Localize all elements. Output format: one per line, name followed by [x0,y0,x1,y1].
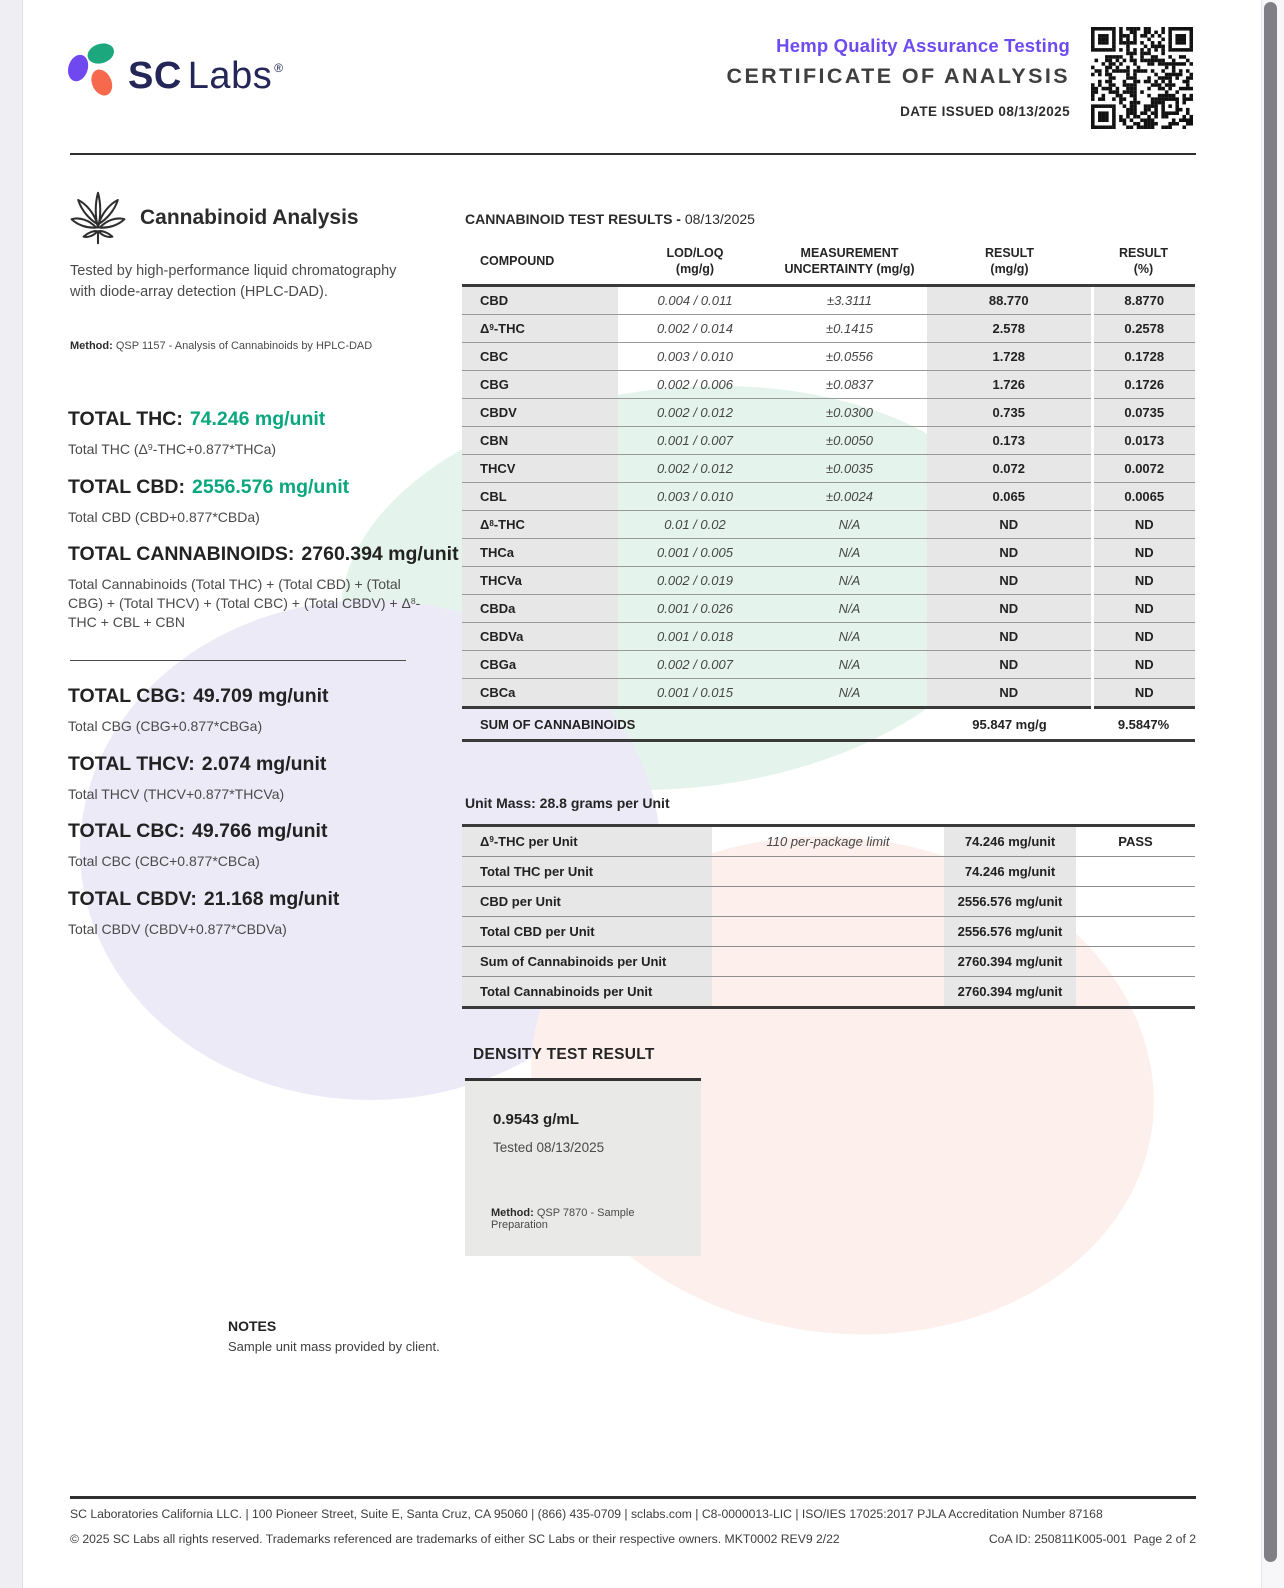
density-section-heading: DENSITY TEST RESULT [473,1046,655,1063]
compound-cell: $\Delta^8$-THC [462,511,618,539]
scrollbar-thumb[interactable] [1264,2,1277,1562]
registered-trademark: ® [274,61,284,75]
result-pct-cell: ND [1092,595,1195,623]
uncertainty-cell: ±0.0035 [772,455,927,483]
unit-mass-row [462,977,1195,1008]
unit-limit-cell [712,917,944,947]
results-header-row [462,242,1195,286]
uncertainty-cell: ±0.0300 [772,399,927,427]
result-pct-cell: 0.0735 [1092,399,1195,427]
unit-mass-row [462,947,1195,977]
results-table-row [462,539,1195,567]
result-mg-cell: ND [927,567,1092,595]
compound-cell: CBCa [462,679,618,708]
result-mg-cell: ND [927,511,1092,539]
result-pct-cell: 0.0173 [1092,427,1195,455]
unit-limit-cell [712,887,944,917]
lod-loq-cell: 0.002 / 0.007 [618,651,772,679]
compound-cell: CBDVa [462,623,618,651]
results-table-title: CANNABINOID TEST RESULTS - 08/13/2025 [465,211,755,227]
results-table-body [462,286,1195,708]
column-header-lod-loq: LOD/LOQ (mg/g) [618,242,772,286]
unit-value-cell: 74.246 mg/unit [944,826,1076,857]
density-value: 0.9543 g/mL [493,1111,579,1128]
uncertainty-cell: N/A [772,623,927,651]
compound-cell: THCVa [462,567,618,595]
total-thc-label: TOTAL THC: [68,408,183,430]
unit-value-cell: 2760.394 mg/unit [944,977,1076,1008]
uncertainty-cell: ±0.0050 [772,427,927,455]
result-mg-cell: 2.578 [927,315,1092,343]
total-cbc-label: TOTAL CBC: [68,820,185,842]
unit-label-cell: Total CBD per Unit [462,917,712,947]
compound-cell: THCa [462,539,618,567]
column-header-result-pct: RESULT (%) [1092,242,1195,286]
result-mg-cell: ND [927,623,1092,651]
results-table-row [462,286,1195,315]
total-cbg-value: 49.709 mg/unit [193,685,329,707]
unit-status-cell [1076,977,1195,1008]
lod-loq-cell: 0.002 / 0.006 [618,371,772,399]
result-mg-cell: 1.728 [927,343,1092,371]
result-mg-cell: 0.735 [927,399,1092,427]
uncertainty-cell: N/A [772,567,927,595]
results-table-row [462,595,1195,623]
lod-loq-cell: 0.002 / 0.019 [618,567,772,595]
total-thc-formula: Total THC $(\Delta^9-THC+0.877*THCa)$ [68,441,277,457]
footer-lab-info: SC Laboratories California LLC. | 100 Pioneer Street, Suite E, Santa Cruz, CA 95060 | (866) 435-0709 | sclabs.com | C8-0000013-LIC | ISO/IES 17025:2017 PJLA Accreditation Number 87168 [70,1507,1103,1521]
lod-loq-cell: 0.001 / 0.018 [618,623,772,651]
lod-loq-cell: 0.004 / 0.011 [618,286,772,315]
results-table-row [462,427,1195,455]
total-cbc-value: 49.766 mg/unit [192,820,328,842]
unit-limit-cell [712,977,944,1008]
unit-mass-row [462,917,1195,947]
results-table-row [462,371,1195,399]
result-pct-cell: 8.8770 [1092,286,1195,315]
lod-loq-cell: 0.001 / 0.007 [618,427,772,455]
results-table-row [462,343,1195,371]
analysis-method: Method: QSP 1157 - Analysis of Cannabinoids by HPLC-DAD [70,340,373,352]
compound-cell: CBD [462,286,618,315]
sc-labs-logo-text: SC Labs ® [128,55,284,97]
uncertainty-cell: N/A [772,539,927,567]
column-header-compound: COMPOUND [462,242,618,286]
results-table-row [462,651,1195,679]
certificate-title: CERTIFICATE OF ANALYSIS [726,64,1070,88]
sum-label: SUM OF CANNABINOIDS [462,708,927,741]
results-table-row [462,455,1195,483]
viewer-left-gutter [0,0,23,1588]
lod-loq-cell: 0.01 / 0.02 [618,511,772,539]
compound-cell: CBG [462,371,618,399]
results-table-row [462,315,1195,343]
compound-cell: CBDV [462,399,618,427]
qr-code [1091,27,1193,129]
compound-cell: CBGa [462,651,618,679]
compound-cell: CBC [462,343,618,371]
total-cbg-formula: Total CBG (CBG+0.877*CBGa) [68,718,263,734]
uncertainty-cell: ±0.0024 [772,483,927,511]
total-thcv-label: TOTAL THCV: [68,753,195,775]
result-pct-cell: ND [1092,539,1195,567]
sc-labs-logo-mark-icon [66,40,124,98]
total-cbd-value: 2556.576 mg/unit [192,476,350,498]
unit-status-cell [1076,887,1195,917]
unit-value-cell: 2556.576 mg/unit [944,887,1076,917]
total-thc-block [68,408,448,459]
uncertainty-cell: ±3.3111 [772,286,927,315]
lod-loq-cell: 0.001 / 0.005 [618,539,772,567]
compound-cell: CBN [462,427,618,455]
results-table-row [462,511,1195,539]
lod-loq-cell: 0.002 / 0.014 [618,315,772,343]
total-cbdv-block [68,888,448,939]
total-cannabinoids-value: 2760.394 mg/unit [301,543,459,565]
program-title: Hemp Quality Assurance Testing [776,35,1070,56]
results-table-row [462,399,1195,427]
sum-result-mg: 95.847 mg/g [927,708,1092,741]
uncertainty-cell: ±0.1415 [772,315,927,343]
footer-divider [70,1496,1196,1499]
lod-loq-cell: 0.001 / 0.015 [618,679,772,708]
result-pct-cell: 0.0065 [1092,483,1195,511]
result-pct-cell: ND [1092,511,1195,539]
compound-cell: CBDa [462,595,618,623]
density-method: Method: QSP 7870 - Sample Preparation [491,1207,635,1231]
column-header-result-mg: RESULT (mg/g) [927,242,1092,286]
unit-value-cell: 2556.576 mg/unit [944,917,1076,947]
unit-value-cell: 2760.394 mg/unit [944,947,1076,977]
compound-cell: $\Delta^9$-THC [462,315,618,343]
footer-legal-row [70,1532,1196,1546]
unit-label-cell: Total THC per Unit [462,857,712,887]
result-pct-cell: ND [1092,679,1195,708]
unit-limit-cell [712,947,944,977]
result-pct-cell: 0.1726 [1092,371,1195,399]
unit-label-cell: $\Delta^9$-THC per Unit [462,826,712,857]
result-pct-cell: ND [1092,567,1195,595]
result-mg-cell: 88.770 [927,286,1092,315]
total-cbdv-value: 21.168 mg/unit [203,888,340,910]
results-table-row [462,623,1195,651]
total-cbd-label: TOTAL CBD: [68,476,185,498]
compound-cell: THCV [462,455,618,483]
total-cbdv-formula: Total CBDV (CBDV+0.877*CBDVa) [68,921,287,937]
footer-coa-id-page: CoA ID: 250811K005-001 Page 2 of 2 [988,1532,1196,1546]
uncertainty-cell: N/A [772,595,927,623]
notes-heading: NOTES [228,1318,277,1334]
unit-label-cell: Total Cannabinoids per Unit [462,977,712,1008]
uncertainty-cell: N/A [772,511,927,539]
header-title-block [727,35,1070,119]
uncertainty-cell: N/A [772,651,927,679]
unit-mass-row [462,857,1195,887]
unit-mass-heading: Unit Mass: 28.8 grams per Unit [465,795,670,811]
results-table-row [462,567,1195,595]
uncertainty-cell: ±0.0837 [772,371,927,399]
unit-label-cell: Sum of Cannabinoids per Unit [462,947,712,977]
unit-label-cell: CBD per Unit [462,887,712,917]
notes-section [228,1318,440,1354]
density-tested-date: Tested 08/13/2025 [493,1140,605,1155]
compound-cell: CBL [462,483,618,511]
cannabis-leaf-icon [68,188,128,248]
unit-status-cell: PASS [1076,826,1195,857]
unit-limit-cell: 110 per-package limit [712,826,944,857]
result-pct-cell: 0.2578 [1092,315,1195,343]
total-cbd-formula: Total CBD (CBD+0.877*CBDa) [68,509,260,525]
total-cannabinoids-formula: Total Cannabinoids (Total THC) + (Total CBD) + (Total CBG) + (Total THCV) + (Total CBC) + (Total CBDV) + $\Delta^8$-THC + CBL + CBN [68,576,421,630]
unit-table-body [462,826,1195,1008]
total-cbg-label: TOTAL CBG: [68,685,187,707]
result-mg-cell: ND [927,595,1092,623]
unit-status-cell [1076,857,1195,887]
total-cannabinoids-block [68,543,459,632]
result-mg-cell: ND [927,679,1092,708]
cannabinoid-results-table [462,242,1195,742]
section-title-cannabinoid-analysis: Cannabinoid Analysis [140,206,359,229]
total-cbdv-label: TOTAL CBDV: [68,888,197,910]
result-pct-cell: 0.1728 [1092,343,1195,371]
sum-of-cannabinoids-row [462,708,1195,741]
totals-divider [70,660,406,661]
uncertainty-cell: ±0.0556 [772,343,927,371]
total-cbc-block [68,820,448,871]
scrollbar-track[interactable] [1261,0,1284,1588]
sum-result-pct: 9.5847% [1092,708,1195,741]
total-thcv-formula: Total THCV (THCV+0.877*THCVa) [68,786,285,802]
density-result-box [465,1078,701,1256]
header-divider [70,153,1196,155]
result-mg-cell: 0.065 [927,483,1092,511]
lod-loq-cell: 0.003 / 0.010 [618,343,772,371]
total-thcv-value: 2.074 mg/unit [201,753,327,775]
result-mg-cell: 0.173 [927,427,1092,455]
result-pct-cell: ND [1092,623,1195,651]
result-pct-cell: ND [1092,651,1195,679]
result-mg-cell: ND [927,651,1092,679]
footer-copyright: © 2025 SC Labs all rights reserved. Trademarks referenced are trademarks of either SC Labs or their respective owners. MKT0002 REV9 2/22 [70,1532,840,1546]
unit-value-cell: 74.246 mg/unit [944,857,1076,887]
uncertainty-cell: N/A [772,679,927,708]
results-table-row [462,679,1195,708]
date-issued: DATE ISSUED 08/13/2025 [900,104,1070,119]
results-table-row [462,483,1195,511]
lod-loq-cell: 0.001 / 0.026 [618,595,772,623]
unit-status-cell [1076,947,1195,977]
lod-loq-cell: 0.003 / 0.010 [618,483,772,511]
column-header-uncertainty: MEASUREMENT UNCERTAINTY (mg/g) [772,242,927,286]
total-cbc-formula: Total CBC (CBC+0.877*CBCa) [68,853,260,869]
unit-mass-row [462,826,1195,857]
result-mg-cell: ND [927,539,1092,567]
result-pct-cell: 0.0072 [1092,455,1195,483]
total-thc-value: 74.246 mg/unit [189,408,326,430]
lod-loq-cell: 0.002 / 0.012 [618,399,772,427]
analysis-description: Tested by high-performance liquid chromatography with diode-array detection (HPLC-DAD). [70,263,397,301]
result-mg-cell: 0.072 [927,455,1092,483]
notes-text: Sample unit mass provided by client. [228,1339,440,1354]
unit-status-cell [1076,917,1195,947]
total-cannabinoids-label: TOTAL CANNABINOIDS: [68,543,295,565]
total-thcv-block [68,753,448,804]
lod-loq-cell: 0.002 / 0.012 [618,455,772,483]
unit-mass-table [462,824,1195,1009]
total-cbg-block [68,685,448,736]
total-cbd-block [68,476,448,527]
result-mg-cell: 1.726 [927,371,1092,399]
unit-limit-cell [712,857,944,887]
unit-mass-row [462,887,1195,917]
